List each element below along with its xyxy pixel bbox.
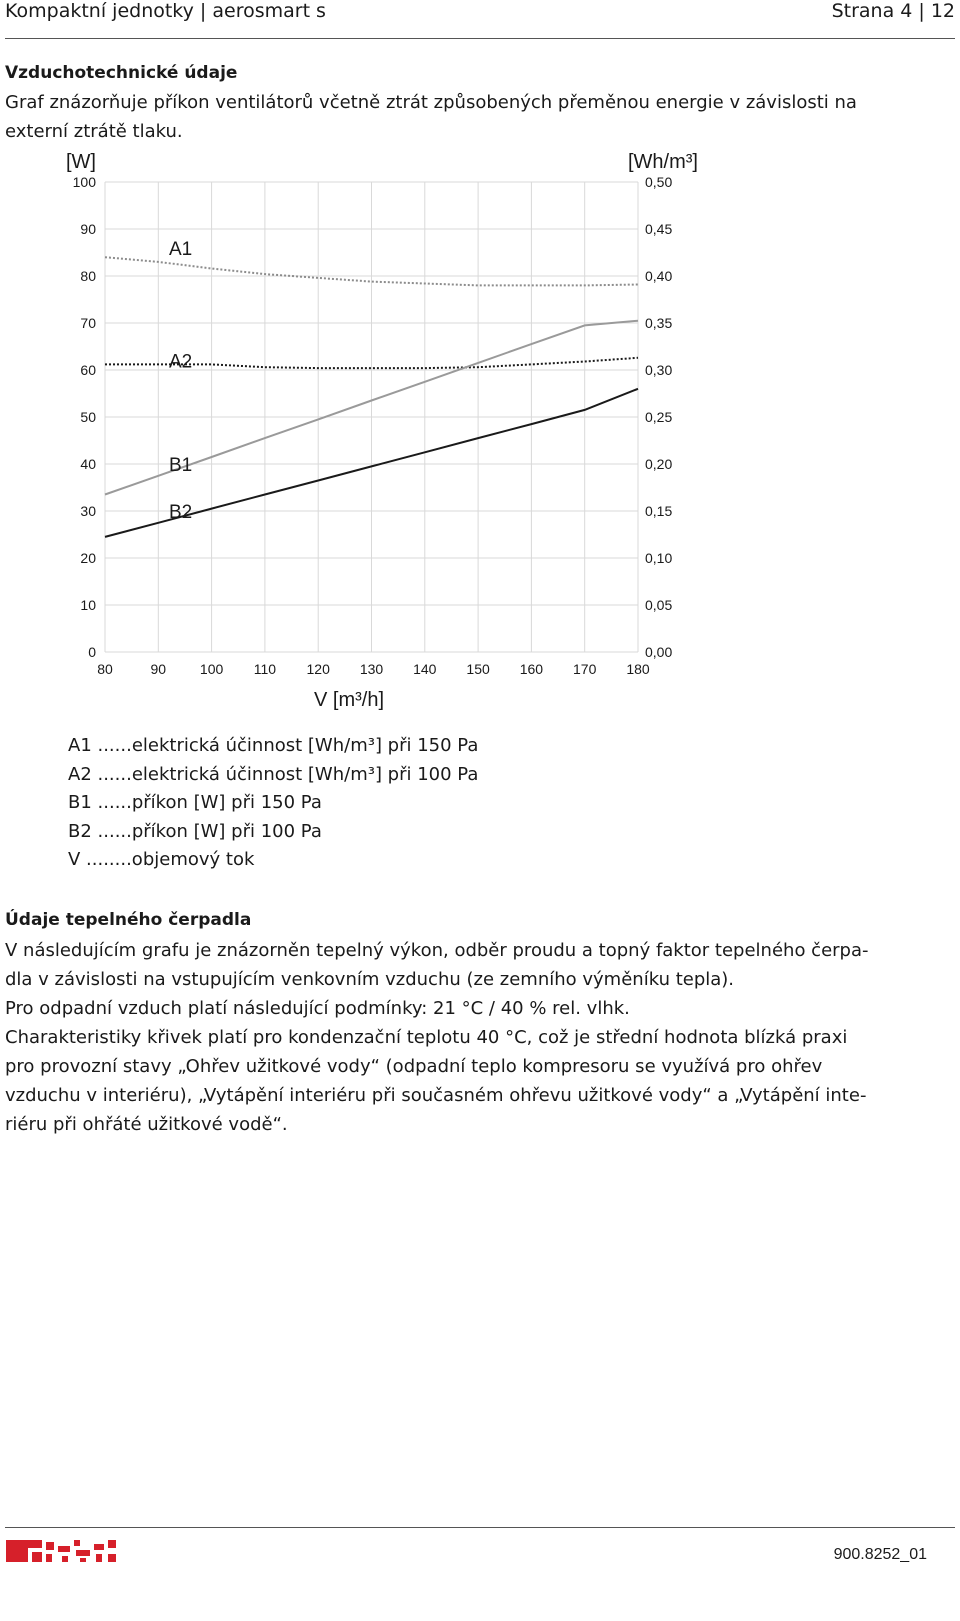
x-tick: 160 xyxy=(519,661,544,677)
legend-item-a2: A2 ......elektrická účinnost [Wh/m³] při 100 Pa xyxy=(68,763,479,785)
y-tick-right: 0,50 xyxy=(645,174,673,190)
text-line: Pro odpadní vzduch platí následující podmínky: 21 °C / 40 % rel. vlhk. xyxy=(5,998,630,1019)
text-line: dla v závislosti na vstupujícím venkovním vzduchu (ze zemního výměníku tepla). xyxy=(5,969,735,990)
legend-item-b1: B1 ......příkon [W] při 150 Pa xyxy=(68,792,322,814)
y-tick-left: 100 xyxy=(72,174,96,190)
legend-item-v: V ........objemový tok xyxy=(68,849,255,871)
footer-divider xyxy=(5,1527,955,1528)
x-tick: 180 xyxy=(626,661,650,677)
y-tick-left: 20 xyxy=(80,550,96,566)
y-tick-right: 0,00 xyxy=(645,644,673,660)
y-tick-left: 80 xyxy=(80,268,96,284)
y-tick-left: 10 xyxy=(80,597,96,613)
y-tick-right: 0,25 xyxy=(645,409,673,425)
y-tick-right: 0,20 xyxy=(645,456,673,472)
x-tick: 140 xyxy=(413,661,437,677)
text-line: V následujícím grafu je znázorněn tepelný výkon, odběr proudu a topný faktor tepelného čerpa- xyxy=(5,940,869,961)
curve-label-a1: A1 xyxy=(168,238,193,260)
left-axis-unit: [W] xyxy=(66,151,96,173)
x-tick: 80 xyxy=(97,661,113,677)
x-axis-label: V [m³/h] xyxy=(314,689,385,711)
curve-label-a2: A2 xyxy=(168,351,193,373)
y-tick-right: 0,35 xyxy=(645,315,673,331)
curve-label-b2: B2 xyxy=(168,502,193,523)
text-line: Charakteristiky křivek platí pro kondenzační teplotu 40 °C, což je střední hodnota blízká praxi xyxy=(5,1027,848,1048)
section-title-heat-pump: Údaje tepelného čerpadla xyxy=(5,910,252,930)
y-tick-right: 0,05 xyxy=(645,597,673,613)
right-axis-unit: [Wh/m³] xyxy=(628,151,698,173)
y-tick-right: 0,10 xyxy=(645,550,673,566)
document-number: 900.8252_01 xyxy=(833,1546,927,1563)
text-line: riéru při ohřáté užitkové vodě“. xyxy=(5,1114,288,1135)
y-tick-left: 30 xyxy=(80,503,96,519)
legend-item-b2: B2 ......příkon [W] při 100 Pa xyxy=(68,820,322,842)
company-logo-icon xyxy=(6,1536,118,1566)
legend-item-a1: A1 ......elektrická účinnost [Wh/m³] při 150 Pa xyxy=(68,735,479,756)
text-line: vzduchu v interiéru), „Vytápění interiéru při současném ohřevu užitkové vody“ a „Vytápění inte- xyxy=(5,1085,867,1106)
y-tick-right: 0,30 xyxy=(645,362,673,378)
x-tick: 130 xyxy=(359,661,384,677)
y-tick-left: 50 xyxy=(80,409,96,425)
section-heat-pump-text xyxy=(5,936,955,1139)
x-tick: 90 xyxy=(150,661,167,677)
y-tick-right: 0,45 xyxy=(645,221,673,237)
y-tick-left: 0 xyxy=(88,644,96,660)
curve-label-b1: B1 xyxy=(168,455,193,476)
text-line: externí ztrátě tlaku. xyxy=(5,121,183,142)
x-tick: 110 xyxy=(253,661,277,677)
y-tick-right: 0,40 xyxy=(645,268,673,284)
chart-legend xyxy=(68,732,478,875)
fan-power-chart xyxy=(60,142,760,722)
section-title-air: Vzduchotechnické údaje xyxy=(5,63,238,83)
section-air-text xyxy=(5,88,955,146)
x-tick: 120 xyxy=(306,661,330,677)
header-title: Kompaktní jednotky | aerosmart s xyxy=(5,0,326,22)
text-line: pro provozní stavy „Ohřev užitkové vody“ (odpadní teplo kompresoru se využívá pro ohřev xyxy=(5,1056,823,1077)
y-tick-left: 70 xyxy=(80,315,96,331)
x-tick: 150 xyxy=(466,661,490,677)
page-number: Strana 4 | 12 xyxy=(831,0,955,22)
y-tick-left: 40 xyxy=(80,456,96,472)
y-tick-left: 60 xyxy=(80,362,96,378)
x-tick: 170 xyxy=(573,661,597,677)
y-tick-right: 0,15 xyxy=(645,503,673,519)
y-tick-left: 90 xyxy=(80,221,96,237)
chart-svg xyxy=(60,142,760,722)
text-line: Graf znázorňuje příkon ventilátorů včetně ztrát způsobených přeměnou energie v závislosti na xyxy=(5,92,857,113)
x-tick: 100 xyxy=(199,661,224,677)
page-header xyxy=(5,0,955,39)
